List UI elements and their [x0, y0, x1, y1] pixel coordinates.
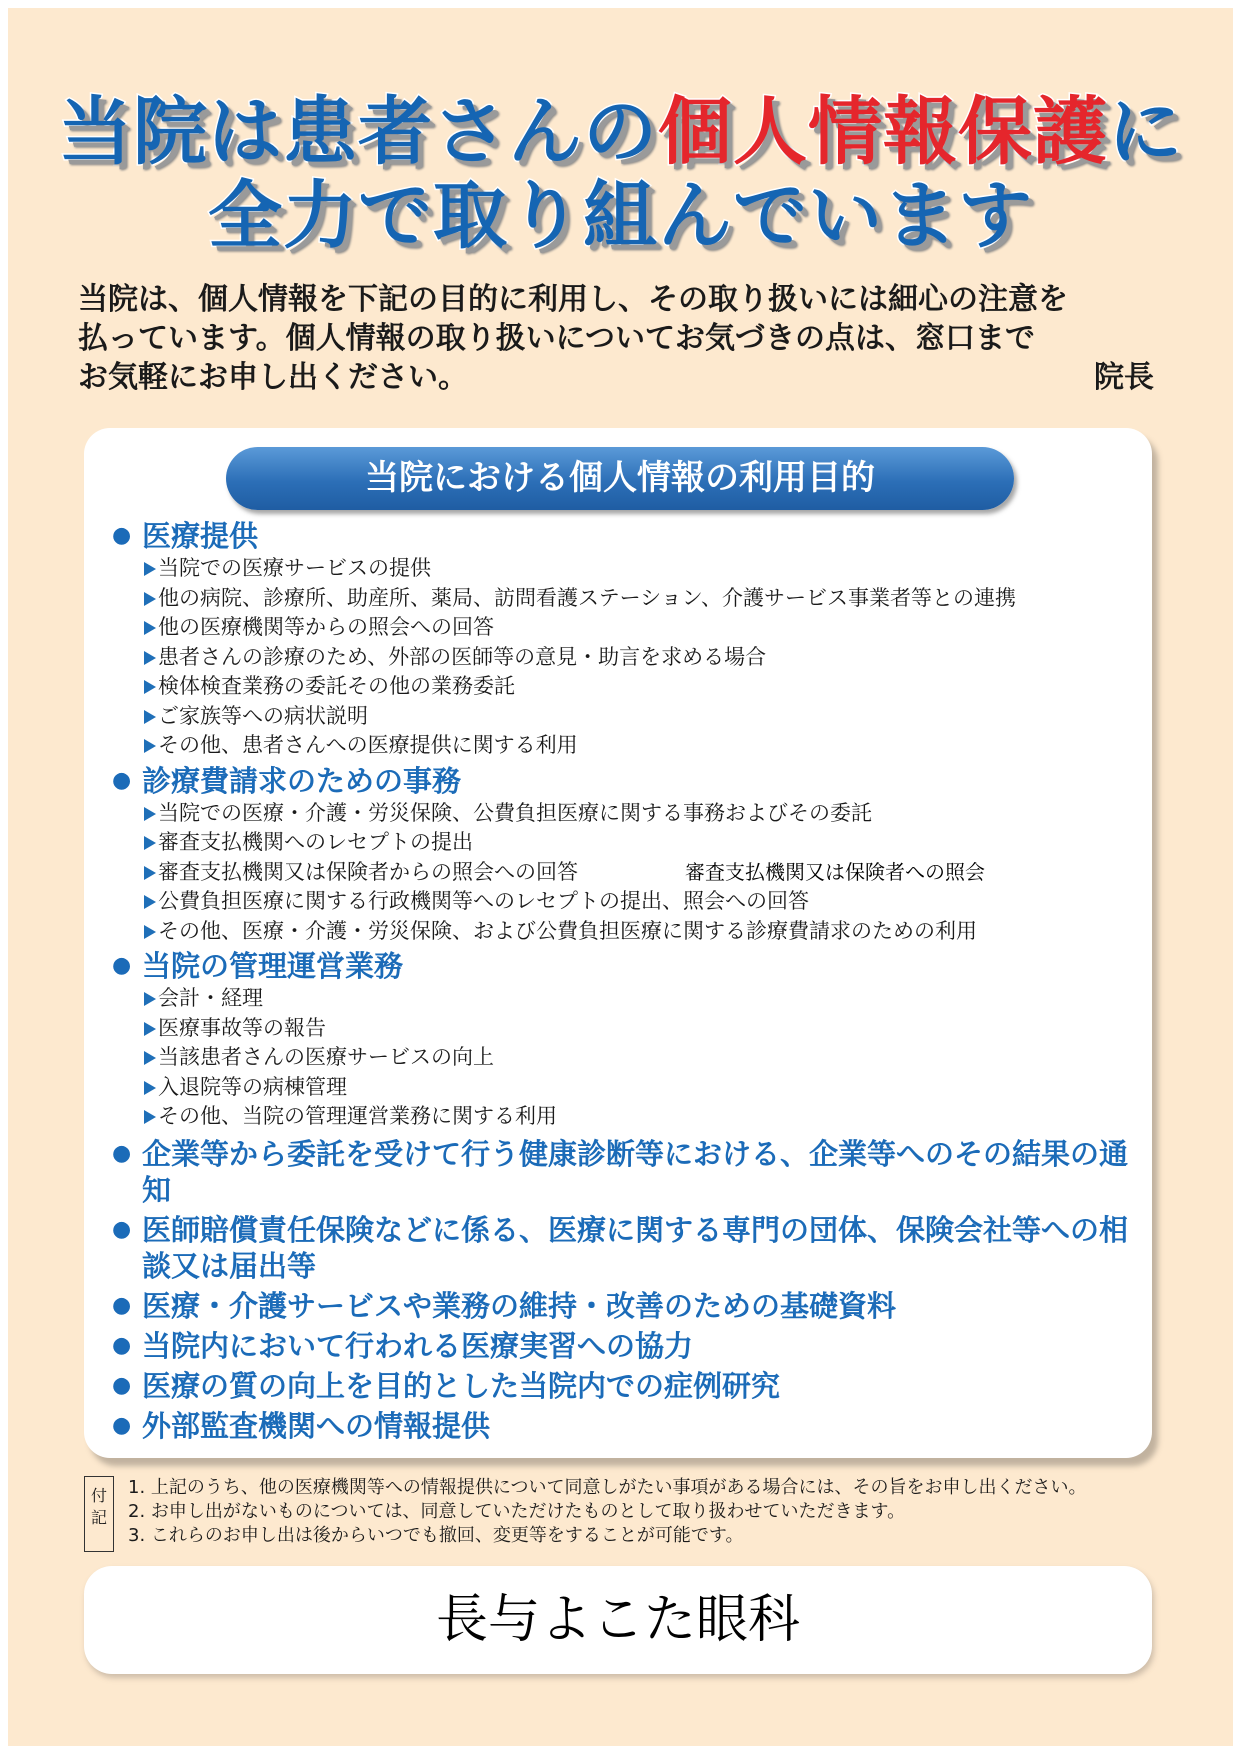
- triangle-right-icon: [144, 1022, 156, 1036]
- list-item: [112, 1014, 1142, 1044]
- note-line: 3. これらのお申し出は後からいつでも撤回、変更等をすることが可能です。: [128, 1525, 744, 1546]
- triangle-right-icon: [144, 621, 156, 635]
- list-item-text: 他の医療機関等からの照会への回答: [158, 615, 494, 639]
- side-note: 審査支払機関又は保険者への照会: [685, 859, 985, 884]
- section-heading-text: 医療提供: [142, 519, 259, 553]
- triangle-right-icon: [144, 562, 156, 576]
- list-item: [112, 643, 1142, 673]
- purpose-heading-text: 医師賠償責任保険などに係る、医療に関する専門の団体、保険会社等への相談又は届出等: [142, 1212, 1129, 1283]
- triangle-right-icon: [144, 836, 156, 850]
- list-item-text: 医療事故等の報告: [158, 1015, 326, 1040]
- purposes-title: 当院における個人情報の利用目的: [226, 447, 1014, 510]
- triangle-right-icon: [144, 895, 156, 909]
- list-item-text: 会計・経理: [158, 986, 263, 1010]
- triangle-right-icon: [144, 866, 156, 880]
- notes-label-char: 記: [90, 1508, 107, 1527]
- purpose-heading-text: 企業等から委託を受けて行う健康診断等における、企業等へのその結果の通知: [142, 1136, 1129, 1207]
- triangle-right-icon: [144, 710, 156, 724]
- purpose-heading: [112, 1288, 1142, 1324]
- purpose-heading-text: 当院内において行われる医療実習への協力: [142, 1328, 694, 1363]
- list-item: [112, 1073, 1142, 1103]
- purpose-heading: [112, 1408, 1142, 1444]
- purpose-heading: [112, 1212, 1142, 1284]
- triangle-right-icon: [144, 992, 156, 1006]
- list-item-text: 審査支払機関へのレセプトの提出: [158, 830, 473, 854]
- list-item-text: 入退院等の病棟管理: [158, 1074, 347, 1099]
- note-line: 1. 上記のうち、他の医療機関等への情報提供について同意しがたい事項がある場合には、その旨をお申し出ください。: [128, 1477, 1087, 1498]
- triangle-right-icon: [144, 739, 156, 753]
- bullet-icon: ●: [112, 523, 132, 548]
- list-item-text: 患者さんの診療のため、外部の医師等の意見・助言を求める場合: [158, 644, 767, 669]
- purpose-heading-text: 医療・介護サービスや業務の維持・改善のための基礎資料: [142, 1288, 897, 1323]
- bullet-icon: ●: [112, 767, 132, 793]
- bullet-icon: ●: [112, 1332, 132, 1358]
- purpose-heading-text: 外部監査機関への情報提供: [142, 1408, 491, 1443]
- section-heading-text: 診療費請求のための事務: [142, 763, 462, 798]
- intro-paragraph: [78, 280, 1154, 397]
- list-item-text: 審査支払機関又は保険者からの照会への回答: [158, 859, 578, 884]
- bullet-icon: ●: [112, 1412, 132, 1438]
- notes-label: [84, 1476, 114, 1552]
- section-heading: [112, 763, 1142, 799]
- triangle-right-icon: [144, 592, 156, 606]
- list-item: [112, 858, 1142, 888]
- list-item: [112, 1102, 1142, 1132]
- bullet-icon: ●: [112, 1372, 132, 1398]
- list-item-text: その他、当院の管理運営業務に関する利用: [158, 1104, 557, 1128]
- triangle-right-icon: [144, 1081, 156, 1095]
- section-heading: [112, 518, 1142, 554]
- bullet-icon: ●: [112, 1292, 132, 1318]
- headline-line-2: 全力で取り組んでいます: [208, 173, 1033, 259]
- list-item-text: 他の病院、診療所、助産所、薬局、訪問看護ステーション、介護サービス事業者等との連携: [158, 585, 1017, 610]
- bullet-icon: ●: [112, 953, 132, 978]
- list-item: [112, 584, 1142, 614]
- list-item: [112, 731, 1142, 761]
- list-item-text: 公費負担医療に関する行政機関等へのレセプトの提出、照会への回答: [158, 889, 809, 913]
- list-item-text: ご家族等への病状説明: [158, 703, 368, 728]
- triangle-right-icon: [144, 1110, 156, 1124]
- list-item-text: 検体検査業務の委託その他の業務委託: [158, 674, 515, 698]
- headline-part-2: に: [1108, 89, 1183, 175]
- triangle-right-icon: [144, 925, 156, 939]
- intro-signature: 院長: [1094, 360, 1154, 395]
- list-item-text: その他、患者さんへの医療提供に関する利用: [158, 733, 578, 757]
- purpose-heading: [112, 1368, 1142, 1404]
- list-item: [112, 1043, 1142, 1073]
- triangle-right-icon: [144, 651, 156, 665]
- intro-line: [78, 358, 1154, 397]
- bullet-icon: ●: [112, 1140, 132, 1166]
- headline-highlight: 個人情報保護: [658, 89, 1108, 175]
- list-item-text: その他、医療・介護・労災保険、および公費負担医療に関する診療費請求のための利用: [158, 918, 977, 943]
- purpose-heading: [112, 1136, 1142, 1208]
- list-item: [112, 702, 1142, 732]
- section-heading: [112, 948, 1142, 984]
- purpose-heading-text: 医療の質の向上を目的とした当院内での症例研究: [142, 1368, 781, 1403]
- intro-line: 払っています。個人情報の取り扱いについてお気づきの点は、窓口まで: [78, 321, 1035, 356]
- list-item-text: 当院での医療・介護・労災保険、公費負担医療に関する事務およびその委託: [158, 800, 872, 825]
- clinic-name: 長与よこた眼科: [84, 1566, 1152, 1674]
- purposes-list: [112, 516, 1142, 1444]
- list-item: [112, 799, 1142, 829]
- triangle-right-icon: [144, 680, 156, 694]
- list-item: [112, 917, 1142, 947]
- notes-lines: [128, 1476, 1087, 1548]
- note-line: 2. お申し出がないものについては、同意していただけたものとして取り扱わせていただきます。: [128, 1501, 906, 1522]
- headline-line-1: [0, 89, 1241, 175]
- triangle-right-icon: [144, 1051, 156, 1065]
- purpose-heading: [112, 1328, 1142, 1364]
- triangle-right-icon: [144, 807, 156, 821]
- list-item: [112, 613, 1142, 643]
- list-item: [112, 984, 1142, 1014]
- bullet-icon: ●: [112, 1216, 132, 1242]
- section-heading-text: 当院の管理運営業務: [142, 949, 404, 983]
- notes-label-char: 付: [90, 1486, 107, 1505]
- headline-part-1: 当院は患者さんの: [58, 89, 658, 175]
- intro-line: 当院は、個人情報を下記の目的に利用し、その取り扱いには細心の注意を: [78, 282, 1068, 317]
- list-item-text: 当院での医療サービスの提供: [158, 556, 431, 580]
- list-item: [112, 828, 1142, 858]
- list-item: [112, 554, 1142, 584]
- list-item: [112, 672, 1142, 702]
- list-item: [112, 887, 1142, 917]
- intro-line-text: お気軽にお申し出ください。: [78, 360, 468, 395]
- list-item-text: 当該患者さんの医療サービスの向上: [158, 1045, 494, 1069]
